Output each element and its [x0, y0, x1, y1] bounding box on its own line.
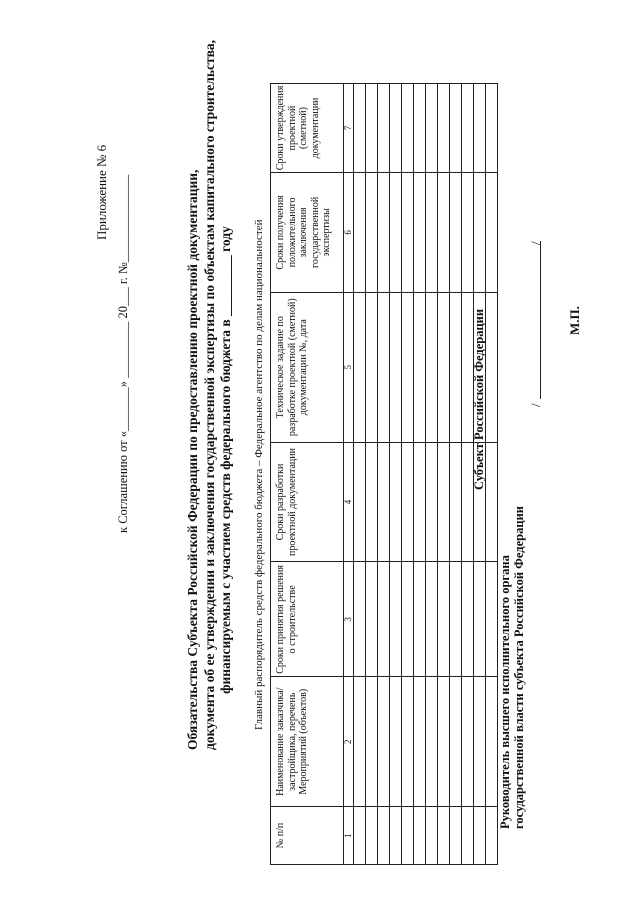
- table-cell: [402, 677, 414, 807]
- table-cell: [378, 172, 390, 292]
- column-number: 1: [344, 807, 354, 865]
- column-number: 3: [344, 562, 354, 677]
- table-cell: [486, 562, 498, 677]
- table-cell: [450, 292, 462, 442]
- table-cell: [390, 677, 402, 807]
- table-row: [438, 84, 450, 865]
- table-cell: [486, 172, 498, 292]
- table-cell: [414, 84, 426, 173]
- table-cell: [426, 562, 438, 677]
- table-row: [402, 84, 414, 865]
- table-cell: [378, 807, 390, 865]
- table-cell: [402, 84, 414, 173]
- table-row: [450, 84, 462, 865]
- table-cell: [474, 562, 486, 677]
- table-cell: [438, 677, 450, 807]
- column-header-design-period: Сроки разработки проектной документации: [271, 442, 344, 562]
- column-header-approval-date: Сроки утверждения проектной (сметной) документации: [271, 84, 344, 173]
- document-title-line-2: документа об ее утверждении и заключения государственной экспертизы по объектам капитального строительства,: [202, 39, 217, 750]
- signatory-title-line-2: государственной власти субъекта Российской Федерации: [512, 506, 526, 829]
- table-cell: [414, 172, 426, 292]
- table-row: [378, 84, 390, 865]
- column-header-technical-task: Техническое задание по разработке проектной (сметной) документации №, дата: [271, 292, 344, 442]
- table-cell: [426, 84, 438, 173]
- signature-line: [540, 241, 541, 399]
- table-cell: [390, 84, 402, 173]
- table-cell: [402, 807, 414, 865]
- table-cell: [378, 562, 390, 677]
- table-cell: [462, 172, 474, 292]
- appendix-label: Приложение № 6: [94, 144, 109, 240]
- table-cell: [402, 442, 414, 562]
- subject-heading: Субъект Российской Федерации: [472, 308, 486, 490]
- table-cell: [354, 84, 366, 173]
- table-cell: [366, 562, 378, 677]
- table-cell: [438, 807, 450, 865]
- table-cell: [486, 442, 498, 562]
- table-row: [414, 84, 426, 865]
- table-cell: [414, 562, 426, 677]
- table-cell: [426, 442, 438, 562]
- table-cell: [486, 292, 498, 442]
- column-number: 6: [344, 172, 354, 292]
- table-row: [486, 84, 498, 865]
- signature-slash-left: /: [528, 403, 543, 407]
- table-cell: [438, 292, 450, 442]
- table-cell: [402, 292, 414, 442]
- table-cell: [426, 807, 438, 865]
- table-cell: [414, 292, 426, 442]
- table-cell: [414, 807, 426, 865]
- table-cell: [450, 807, 462, 865]
- table-cell: [366, 807, 378, 865]
- table-cell: [390, 172, 402, 292]
- table-cell: [462, 562, 474, 677]
- table-cell: [426, 172, 438, 292]
- table-cell: [390, 807, 402, 865]
- table-cell: [354, 172, 366, 292]
- column-header-decision-date: Сроки принятия решения о строительстве: [271, 562, 344, 677]
- table-cell: [438, 172, 450, 292]
- table-header-row: [271, 84, 344, 865]
- table-cell: [366, 84, 378, 173]
- table-cell: [450, 562, 462, 677]
- table-cell: [426, 677, 438, 807]
- table-cell: [450, 84, 462, 173]
- signatory-title-line-1: Руководитель высшего исполнительного органа: [498, 555, 512, 829]
- table-row: [366, 84, 378, 865]
- table-cell: [474, 172, 486, 292]
- column-number-row: [344, 84, 354, 865]
- table-cell: [462, 84, 474, 173]
- table-row: [426, 84, 438, 865]
- table-cell: [414, 442, 426, 562]
- table-cell: [474, 807, 486, 865]
- table-cell: [402, 172, 414, 292]
- table-cell: [438, 562, 450, 677]
- table-cell: [378, 677, 390, 807]
- table-cell: [474, 84, 486, 173]
- column-header-expertise-date: Сроки получения положительного заключения государственной экспертизы: [271, 172, 344, 292]
- table-cell: [354, 807, 366, 865]
- table-cell: [474, 677, 486, 807]
- column-number: 2: [344, 677, 354, 807]
- table-cell: [438, 442, 450, 562]
- column-header-number: № п/п: [271, 807, 344, 865]
- table-cell: [438, 84, 450, 173]
- obligations-table: [270, 83, 498, 865]
- table-cell: [378, 442, 390, 562]
- budget-distributor-line: Главный распорядитель средств федерального бюджета – Федеральное агентство по делам национальностей: [253, 219, 265, 730]
- table-cell: [354, 442, 366, 562]
- table-cell: [366, 677, 378, 807]
- table-cell: [378, 84, 390, 173]
- document-title-line-3: финансируемым с участием средств федерального бюджета в _________ году: [218, 226, 233, 694]
- document-title-line-1: Обязательства Субъекта Российской Федерации по предоставлению проектной документации,: [185, 169, 200, 750]
- table-cell: [354, 562, 366, 677]
- table-cell: [450, 442, 462, 562]
- table-cell: [462, 807, 474, 865]
- table-row: [354, 84, 366, 865]
- signature-slash-right: /: [528, 241, 543, 245]
- column-number: 7: [344, 84, 354, 173]
- table-cell: [486, 84, 498, 173]
- table-cell: [354, 677, 366, 807]
- table-cell: [354, 292, 366, 442]
- table-cell: [390, 562, 402, 677]
- table-cell: [486, 677, 498, 807]
- table-cell: [414, 677, 426, 807]
- column-number: 4: [344, 442, 354, 562]
- table-cell: [366, 442, 378, 562]
- table-cell: [390, 292, 402, 442]
- table-cell: [366, 292, 378, 442]
- table-cell: [378, 292, 390, 442]
- table-cell: [450, 677, 462, 807]
- table-cell: [450, 172, 462, 292]
- table-cell: [390, 442, 402, 562]
- stamp-placeholder: М.П.: [567, 306, 582, 335]
- table-cell: [366, 172, 378, 292]
- table-cell: [462, 677, 474, 807]
- table-cell: [486, 807, 498, 865]
- column-header-customer: Наименование заказчика/застройщика, перечень Мероприятий (объектов): [271, 677, 344, 807]
- column-number: 5: [344, 292, 354, 442]
- table-row: [390, 84, 402, 865]
- agreement-reference: к Соглашению от «_______» _________ 20___ г. №______________: [116, 174, 130, 533]
- table-cell: [426, 292, 438, 442]
- table-cell: [402, 562, 414, 677]
